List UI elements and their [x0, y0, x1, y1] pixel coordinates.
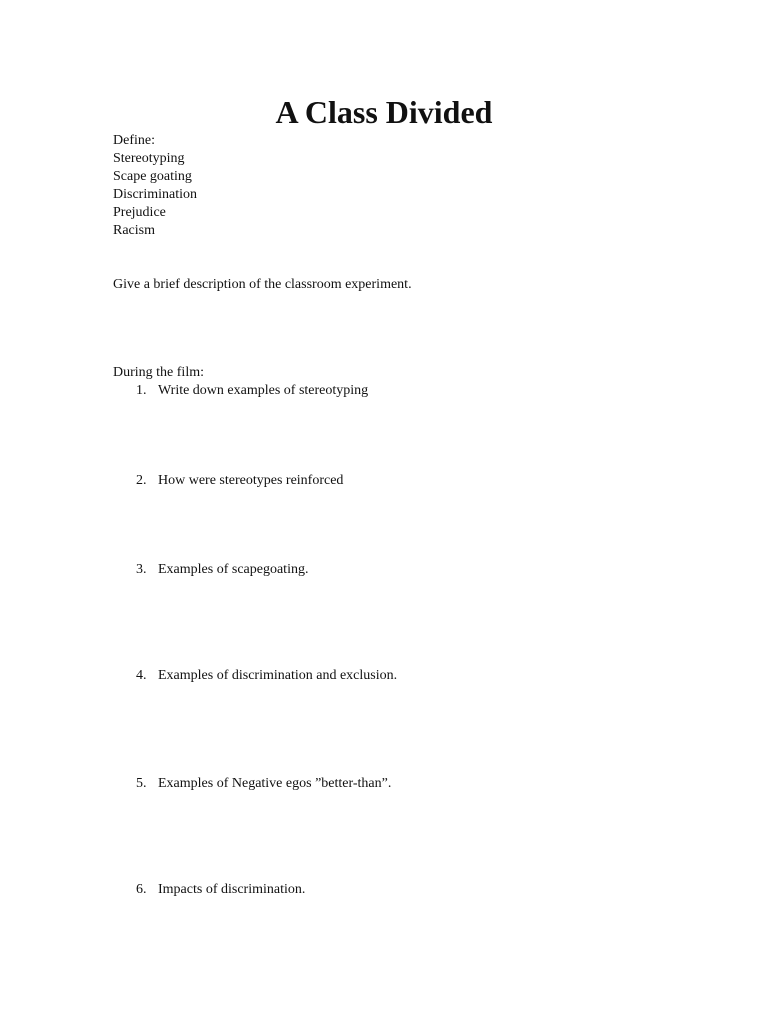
during-heading: During the film:: [113, 365, 204, 380]
question-number: 4.: [136, 668, 147, 683]
question-text: Impacts of discrimination.: [158, 882, 306, 897]
question-text: Examples of scapegoating.: [158, 562, 309, 577]
question-number: 3.: [136, 562, 147, 577]
define-heading: Define:: [113, 133, 155, 148]
question-number: 6.: [136, 882, 147, 897]
question-text: How were stereotypes reinforced: [158, 473, 344, 488]
question-text: Examples of Negative egos ”better-than”.: [158, 776, 392, 791]
term-prejudice: Prejudice: [113, 205, 166, 220]
document-title: A Class Divided: [275, 94, 493, 130]
question-number: 2.: [136, 473, 147, 488]
term-scape-goating: Scape goating: [113, 169, 192, 184]
question-text: Write down examples of stereotyping: [158, 383, 369, 398]
question-text: Examples of discrimination and exclusion.: [158, 668, 398, 683]
term-discrimination: Discrimination: [113, 187, 197, 202]
question-number: 1.: [136, 383, 147, 398]
term-stereotyping: Stereotyping: [113, 151, 185, 166]
question-number: 5.: [136, 776, 147, 791]
experiment-prompt: Give a brief description of the classroom experiment.: [113, 277, 412, 292]
term-racism: Racism: [113, 223, 155, 238]
